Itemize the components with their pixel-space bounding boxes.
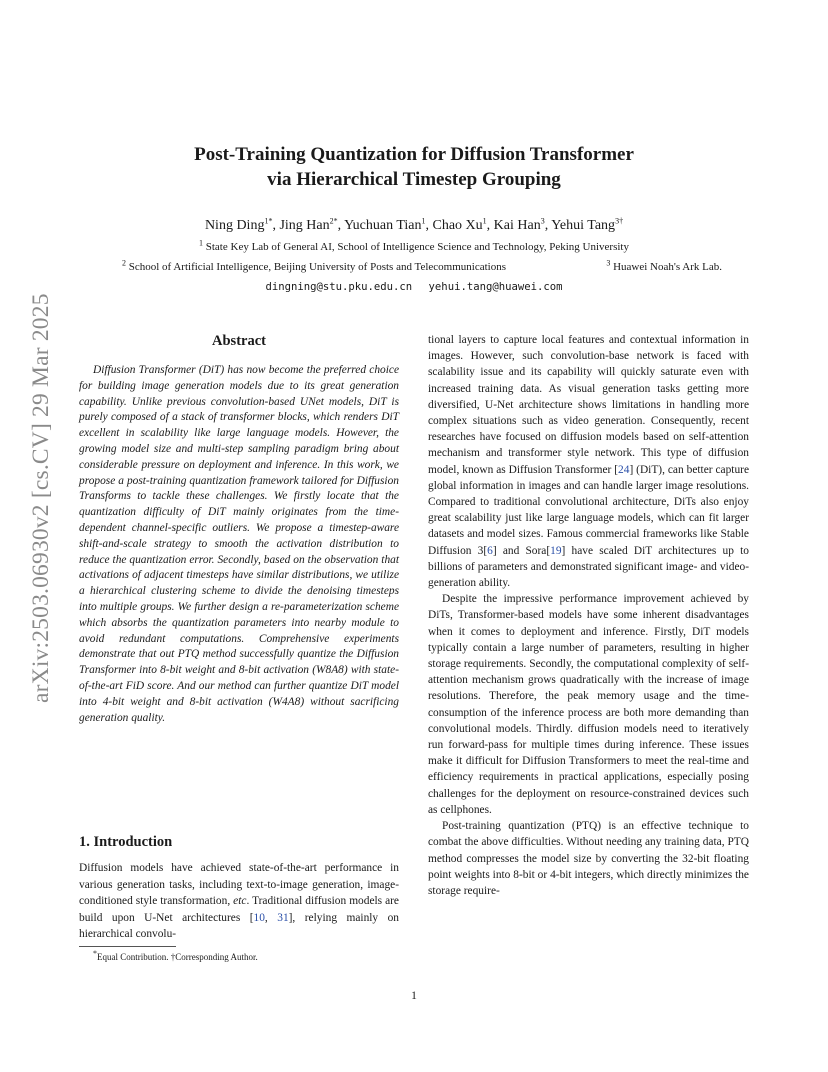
- abstract-text: Diffusion Transformer (DiT) has now become the preferred choice for building image generation models due to its great generation capability. Unlike previous convolution-based UNet models, DiT is purely composed of a stack of transformer blocks, which renders DiT excellent in scalability like large language models. However, the growing model size and multi-step sampling paradigm bring about considerable pressure on deployment and inference. In this work, we propose a post-training quantization framework tailored for Diffusion Transforms to tackle these challenges. We firstly locate that the quantization difficulty of DiT mainly originates from the time-dependent channel-specific outliers. We propose a timestep-aware shift-and-scale strategy to smooth the activation distribution to reduce the quantization error. Secondly, based on the observation that activations of adjacent timesteps have similar distributions, we utilize a hierarchical clustering scheme to divide the denoising timesteps into multiple groups. We further design a re-parameterization scheme which absorbs the quantization parameters into nearby module to avoid redundant computations. Comprehensive experiments demonstrate that out PTQ method successfully quantize the Diffusion Transformer into 8-bit weight and 8-bit activation (W8A8) with state-of-the-art FiD score. And our method can further quantize DiT model into 4-bit weight and 8-bit activation (W4A8) without sacrificing generation quality.: [79, 364, 399, 724]
- paragraph-text: ,: [264, 911, 278, 924]
- paragraph-text: Diffusion models have achieved state-of-the-art performance in various generation tasks, including text-to-image generation, image-conditioned style transformation,: [79, 862, 399, 907]
- introduction-heading: 1. Introduction: [79, 834, 173, 850]
- introduction-paragraph: [79, 860, 399, 943]
- author-affiliation-mark: 2*: [329, 216, 338, 226]
- citation-link[interactable]: 31: [277, 911, 289, 924]
- footnote-mark: *: [93, 949, 97, 958]
- citation-link[interactable]: 24: [618, 463, 630, 476]
- author-separator: ,: [544, 218, 552, 233]
- author-name: Yuchuan Tian: [344, 218, 422, 233]
- paragraph-text: tional layers to capture local features and contextual information in images. However, such convolution-base network is faced with scalability issue and its capability will quickly saturate even with increased training data. As visual generation tasks getting more diversified, U-Net architecture shows limitations in handling more complex situations such as video generation. Consequently, recent researches have focused on diffusion models based on self-attention mechanism and transformer style network. This type of diffusion model, known as Diffusion Transformer [: [428, 334, 749, 476]
- affiliation-text: Huawei Noah's Ark Lab.: [613, 261, 722, 273]
- footnote-mark: †: [170, 952, 176, 962]
- footnote-rule: [79, 946, 176, 947]
- body-paragraph: Post-training quantization (PTQ) is an effective technique to combat the above difficulties. Without needing any training data, PTQ method compresses the model size by converting the 32-bit floating point weights into 8-bit or 4-bit integers, which directly minimizes the storage require-: [428, 820, 749, 897]
- footnote-text: Corresponding Author.: [175, 952, 258, 962]
- citation-link[interactable]: 19: [550, 544, 562, 557]
- author-list: [100, 218, 728, 234]
- affiliation-text: School of Artificial Intelligence, Beijing University of Posts and Telecommunications: [128, 261, 506, 273]
- affiliation-1: [100, 238, 728, 253]
- author-separator: ,: [486, 218, 494, 233]
- body-paragraph: [428, 332, 749, 591]
- author-separator: ,: [337, 218, 345, 233]
- affiliation-mark: 2: [122, 258, 126, 268]
- author-name: Ning Ding: [204, 218, 265, 233]
- author-emails: dingning@stu.pku.edu.cn yehui.tang@huawei.com: [265, 281, 563, 293]
- affiliation-text: State Key Lab of General AI, School of Intelligence Science and Technology, Peking University: [205, 241, 629, 253]
- author-separator: ,: [425, 218, 433, 233]
- paper-title: [100, 142, 728, 192]
- author-affiliation-mark: 3: [540, 216, 545, 226]
- footnote: [93, 949, 258, 962]
- arxiv-identifier-stamp: [28, 283, 56, 703]
- affiliation-2: [122, 258, 506, 273]
- title-line-2: via Hierarchical Timestep Grouping: [267, 169, 561, 190]
- author-name: Jing Han: [279, 218, 330, 233]
- affiliation-mark: 3: [606, 258, 611, 268]
- paragraph-text: . Traditional diffusion models are build upon U-Net architectures [: [79, 895, 399, 924]
- citation-link[interactable]: 10: [253, 911, 265, 924]
- author-name: Yehui Tang: [551, 218, 616, 233]
- abstract-heading: Abstract: [212, 333, 266, 349]
- paragraph-text: ] and Sora[: [492, 544, 551, 557]
- paragraph-text-italic: etc: [233, 895, 247, 907]
- author-separator: ,: [272, 218, 280, 233]
- title-line-1: Post-Training Quantization for Diffusion Transformer: [194, 144, 634, 165]
- arxiv-stamp-text: arXiv:2503.06930v2 [cs.CV] 29 Mar 2025: [28, 293, 54, 703]
- affiliation-3: [606, 258, 722, 273]
- author-name: Kai Han: [493, 218, 541, 233]
- citation-link[interactable]: 6: [487, 544, 493, 557]
- author-name: Chao Xu: [432, 218, 483, 233]
- paragraph-text: ] have scaled DiT architectures up to billions of parameters and demonstrated significant image- and video-generation ability.: [428, 544, 749, 590]
- author-affiliation-mark: 3†: [615, 216, 624, 226]
- body-paragraph: Despite the impressive performance improvement achieved by DiTs, Transformer-based models have some inherent disadvantages when it comes to deployment and inference. Firstly, DiT models typically contain a large number of parameters, resulting in higher storage requirements. Secondly, the computational complexity of self-attention mechanism grows quadratically with the increase of image resolutions. Therefore, the peak memory usage and the time-consumption of the inference process are both more demanding than convolutional models. Thirdly. diffusion models need to iteratively run forward-pass for multiple times during inference. These issues make it difficult for Diffusion Transformers to meet the real-time and efficiency requirements in practical applications, especially posing challenges for the deployment on resource-constrained devices such as cellphones.: [428, 593, 749, 816]
- right-column: [428, 332, 749, 899]
- author-affiliation-mark: 1: [482, 216, 487, 226]
- footnote-text: Equal Contribution.: [97, 952, 171, 962]
- affiliation-row: [122, 258, 722, 273]
- paragraph-text: ] (DiT), can better capture global information in images and can handle larger image resolutions. Compared to traditional convolutional architecture, DiTs also enjoy great scalability just like large language models, which can fit larger datasets and model sizes. Famous commercial frameworks like Stable Diffusion 3[: [428, 463, 749, 557]
- affiliation-mark: 1: [199, 238, 203, 248]
- author-affiliation-mark: 1: [421, 216, 426, 226]
- page-number: 1: [411, 990, 417, 1002]
- paragraph-text: ], relying mainly on hierarchical convolu-: [79, 911, 399, 940]
- author-affiliation-mark: 1*: [264, 216, 273, 226]
